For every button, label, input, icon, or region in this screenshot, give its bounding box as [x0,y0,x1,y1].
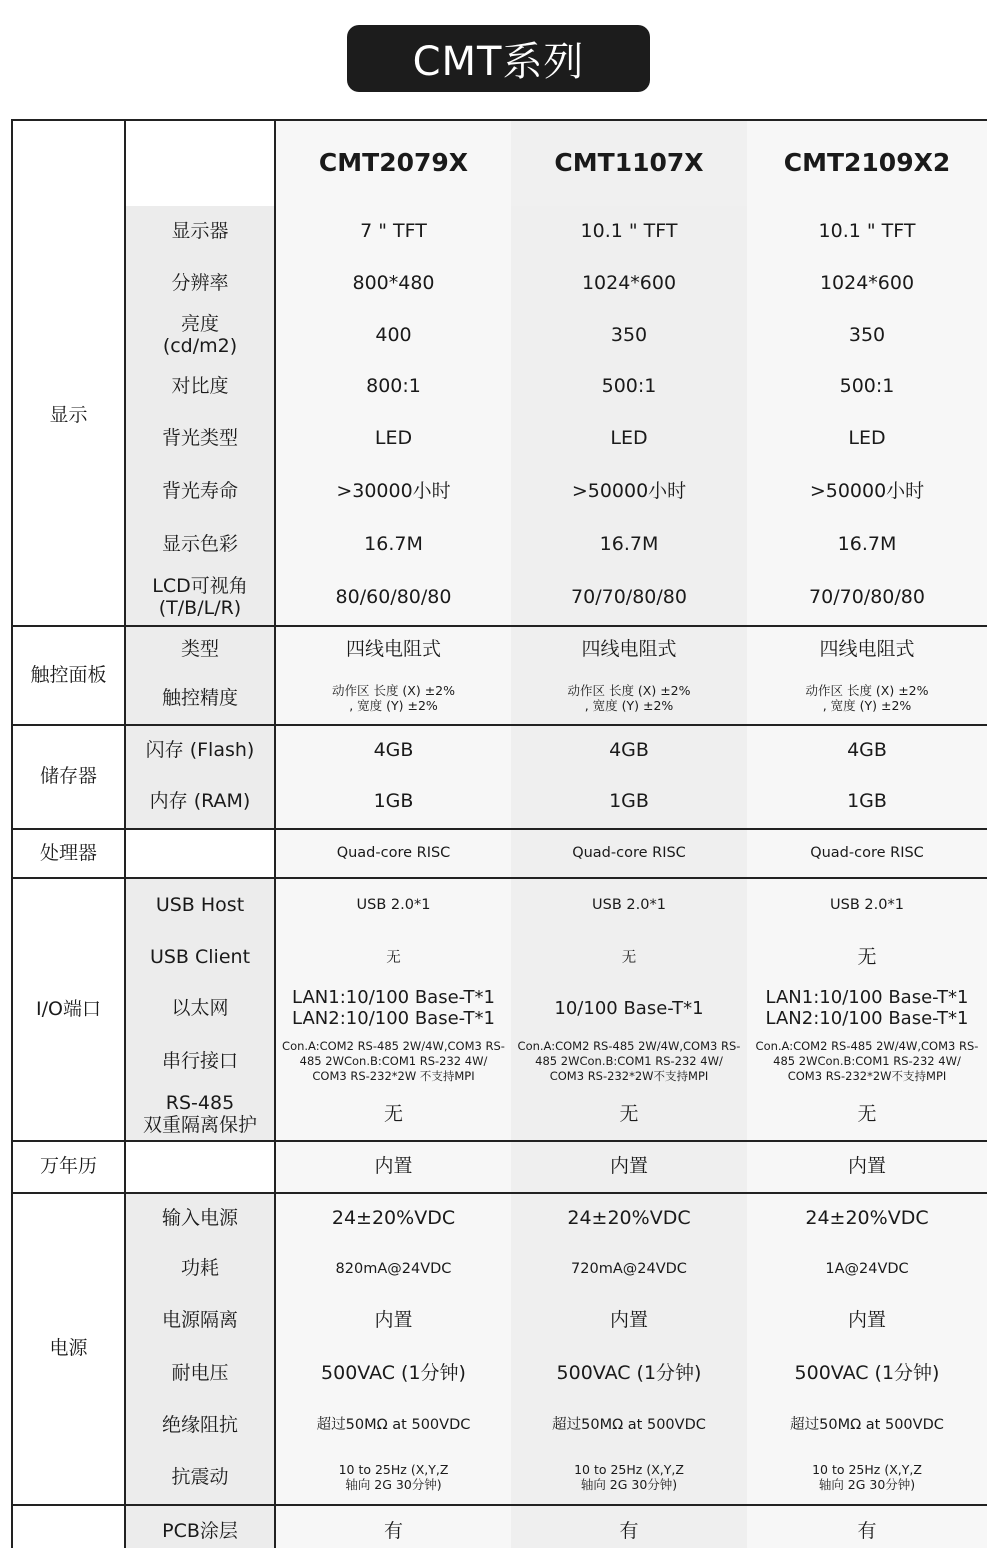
cell-line: 10 to 25Hz (X,Y,Z [812,1462,922,1478]
cell-line: 485 2WCon.B:COM1 RS-232 4W/ [535,1054,723,1069]
table-row [12,1243,987,1295]
cell [275,1034,511,1089]
cell: USB 2.0*1 [511,878,747,932]
row-label: 抗震动 [125,1451,275,1505]
row-label: USB Host [125,878,275,932]
group-io: I/O端口 [12,878,125,1141]
cell: 80/60/80/80 [275,571,511,626]
cell-line: 10 to 25Hz (X,Y,Z [338,1462,449,1478]
cell: 4GB [511,725,747,775]
group-power: 电源 [12,1193,125,1505]
cell: 10/100 Base-T*1 [511,984,747,1034]
row-label: 背光类型 [125,413,275,465]
row-label: 串行接口 [125,1034,275,1089]
table-row [12,413,987,465]
cell-line: , 宽度 (Y) ±2% [584,697,674,713]
group-rtc: 万年历 [12,1141,125,1193]
table-row [12,361,987,413]
cell-line: 动作区 长度 (X) ±2% [567,683,691,699]
cell: USB 2.0*1 [747,878,987,932]
row-label [125,571,275,626]
header-row [12,120,987,206]
row-label: 电源隔离 [125,1295,275,1347]
cell: 有 [275,1505,511,1548]
table-row [12,465,987,518]
row-label [125,829,275,878]
cell: 内置 [511,1141,747,1193]
cell: 超过50MΩ at 500VDC [511,1400,747,1451]
group-touch: 触控面板 [12,626,125,725]
cell: 500VAC (1分钟) [747,1347,987,1400]
group-display: 显示 [12,206,125,626]
cell-line: LAN2:10/100 Base-T*1 [292,1008,495,1029]
cell: 24±20%VDC [275,1193,511,1243]
cell: 4GB [275,725,511,775]
cell-line: 动作区 长度 (X) ±2% [805,683,929,699]
cell: 无 [275,932,511,984]
cell-line: LAN1:10/100 Base-T*1 [292,987,495,1009]
row-label-line: 亮度 [180,312,219,335]
cell: 24±20%VDC [747,1193,987,1243]
cell: 70/70/80/80 [511,571,747,626]
table-row [12,775,987,829]
cell [275,673,511,725]
row-label: 触控精度 [125,673,275,725]
row-label-line: RS-485 [165,1091,235,1114]
group-cpu: 处理器 [12,829,125,878]
cell: 7 " TFT [275,206,511,258]
cell [511,1451,747,1505]
cell: 500:1 [511,361,747,413]
cell-line: , 宽度 (Y) ±2% [822,697,912,713]
cell: 350 [511,310,747,361]
cell-line: Con.A:COM2 RS-485 2W/4W,COM3 RS- [755,1039,979,1054]
cell: 500VAC (1分钟) [275,1347,511,1400]
cell: 800*480 [275,258,511,310]
table-row [12,626,987,673]
cell: 500:1 [747,361,987,413]
page-title: CMT系列 [347,25,650,92]
row-label-line: (T/B/L/R) [158,597,242,619]
table-row [12,829,987,878]
cell: >30000小时 [275,465,511,518]
cell: 1024*600 [511,258,747,310]
cell: 1A@24VDC [747,1243,987,1295]
row-label: USB Client [125,932,275,984]
table-row [12,1347,987,1400]
table-row [12,1505,987,1548]
cell-line: COM3 RS-232*2W 不支持MPI [312,1068,475,1083]
cell: 820mA@24VDC [275,1243,511,1295]
cell [511,1034,747,1089]
table-row [12,932,987,984]
table-row [12,673,987,725]
row-label: PCB涂层 [125,1505,275,1548]
model-header: CMT1107X [511,120,747,206]
header-corner [12,120,125,206]
table-row [12,1193,987,1243]
cell: 内置 [747,1141,987,1193]
row-label: 绝缘阻抗 [125,1400,275,1451]
cell-line: 485 2WCon.B:COM1 RS-232 4W/ [773,1054,961,1069]
model-header: CMT2079X [275,120,511,206]
cell: 有 [511,1505,747,1548]
cell: USB 2.0*1 [275,878,511,932]
cell: 70/70/80/80 [747,571,987,626]
cell: Quad-core RISC [747,829,987,878]
cell: 10.1 " TFT [747,206,987,258]
cell-line: 轴向 2G 30分钟) [580,1476,678,1492]
cell: 10.1 " TFT [511,206,747,258]
row-label [125,1141,275,1193]
table-row [12,1141,987,1193]
table-row [12,1451,987,1505]
group-cell [12,1505,125,1548]
row-label: 类型 [125,626,275,673]
cell-line: , 宽度 (Y) ±2% [349,697,438,713]
row-label: 闪存 (Flash) [125,725,275,775]
cell: 16.7M [275,518,511,571]
cell: LED [747,413,987,465]
cell: LED [275,413,511,465]
cell [275,984,511,1034]
cell: 350 [747,310,987,361]
row-label: 以太网 [125,984,275,1034]
cell: 1GB [747,775,987,829]
table-row [12,878,987,932]
cell-line: 485 2WCon.B:COM1 RS-232 4W/ [299,1054,488,1069]
cell: 1024*600 [747,258,987,310]
row-label [125,1089,275,1141]
cell: 无 [511,932,747,984]
cell: 500VAC (1分钟) [511,1347,747,1400]
cell: 16.7M [747,518,987,571]
row-label: 耐电压 [125,1347,275,1400]
row-label: 背光寿命 [125,465,275,518]
cell-line: 动作区 长度 (X) ±2% [331,683,456,699]
cell: 800:1 [275,361,511,413]
cell-line: COM3 RS-232*2W不支持MPI [549,1068,709,1083]
table-row [12,1089,987,1141]
cell [747,984,987,1034]
row-label: 分辨率 [125,258,275,310]
row-label: 内存 (RAM) [125,775,275,829]
cell: 24±20%VDC [511,1193,747,1243]
table-row [12,571,987,626]
table-row [12,518,987,571]
row-label: 输入电源 [125,1193,275,1243]
cell: 超过50MΩ at 500VDC [747,1400,987,1451]
cell-line: 轴向 2G 30分钟) [818,1476,916,1492]
cell-line: Con.A:COM2 RS-485 2W/4W,COM3 RS- [517,1039,741,1054]
cell [747,673,987,725]
cell-line: 10 to 25Hz (X,Y,Z [574,1462,684,1478]
cell: 无 [747,932,987,984]
cell: >50000小时 [511,465,747,518]
cell [511,673,747,725]
table-row [12,310,987,361]
cell-line: 轴向 2G 30分钟) [345,1476,442,1492]
header-label-cell [125,120,275,206]
cell: 内置 [275,1141,511,1193]
cell: LED [511,413,747,465]
table-row [12,258,987,310]
row-label: 显示色彩 [125,518,275,571]
row-label-line: LCD可视角 [152,575,248,598]
group-storage: 储存器 [12,725,125,829]
cell: Quad-core RISC [511,829,747,878]
cell: 无 [511,1089,747,1141]
cell: 400 [275,310,511,361]
cell: 720mA@24VDC [511,1243,747,1295]
row-label: 显示器 [125,206,275,258]
cell: 4GB [747,725,987,775]
cell [275,1451,511,1505]
cell: 内置 [275,1295,511,1347]
cell [747,1451,987,1505]
table-row [12,1400,987,1451]
cell: >50000小时 [747,465,987,518]
table-row [12,725,987,775]
cell: 四线电阻式 [511,626,747,673]
cell: 四线电阻式 [747,626,987,673]
spec-table [11,119,987,1548]
table-row [12,1034,987,1089]
table-row [12,984,987,1034]
cell: Quad-core RISC [275,829,511,878]
table-row [12,206,987,258]
cell: 无 [275,1089,511,1141]
cell: 1GB [511,775,747,829]
table-row [12,1295,987,1347]
cell [747,1034,987,1089]
row-label: 功耗 [125,1243,275,1295]
cell-line: LAN1:10/100 Base-T*1 [765,987,969,1009]
row-label: 对比度 [125,361,275,413]
row-label-line: 双重隔离保护 [142,1113,257,1136]
cell: 无 [747,1089,987,1141]
cell: 超过50MΩ at 500VDC [275,1400,511,1451]
cell-line: COM3 RS-232*2W不支持MPI [787,1068,947,1083]
cell-line: LAN2:10/100 Base-T*1 [765,1008,969,1029]
row-label-line: (cd/m2) [162,334,238,357]
cell: 16.7M [511,518,747,571]
cell: 内置 [511,1295,747,1347]
cell: 有 [747,1505,987,1548]
cell: 内置 [747,1295,987,1347]
row-label [125,310,275,361]
model-header: CMT2109X2 [747,120,987,206]
cell: 1GB [275,775,511,829]
cell: 四线电阻式 [275,626,511,673]
cell-line: Con.A:COM2 RS-485 2W/4W,COM3 RS- [282,1039,505,1054]
